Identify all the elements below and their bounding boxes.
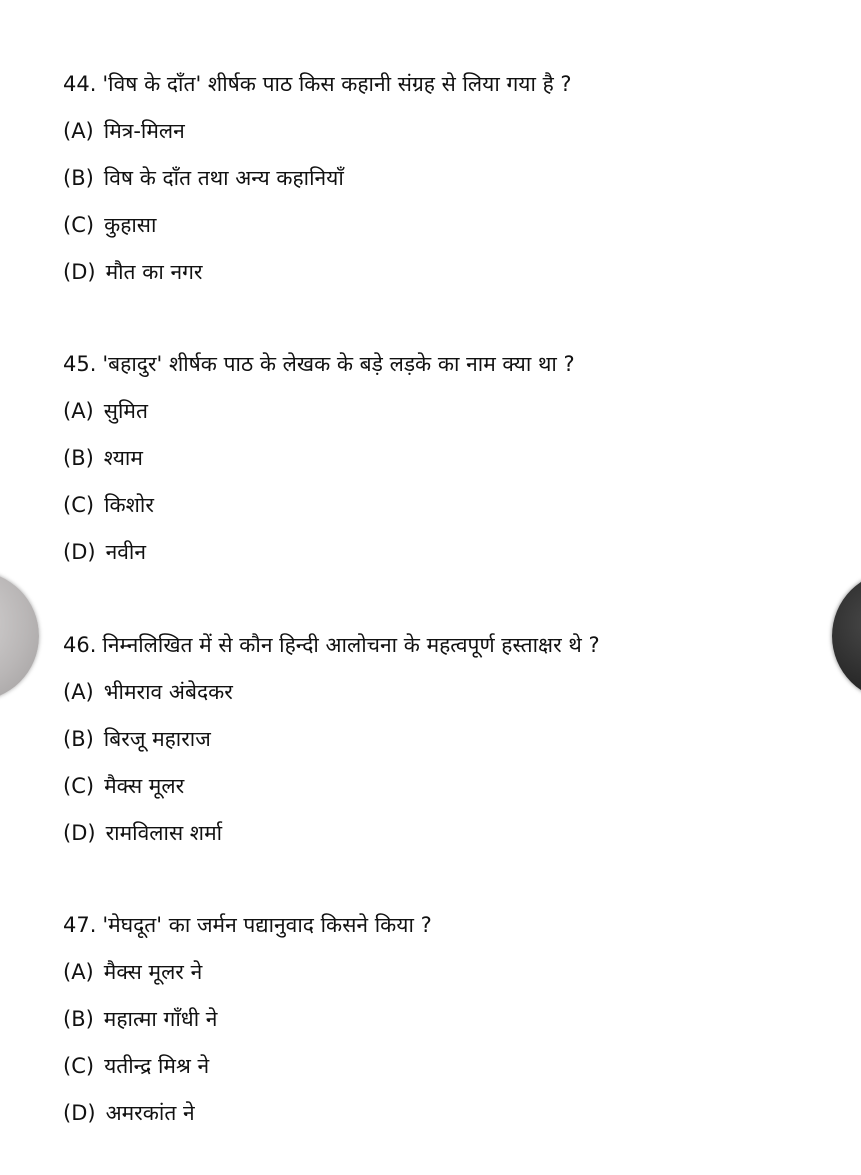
option-letter: (B) bbox=[63, 1007, 94, 1031]
option-letter: (B) bbox=[63, 166, 94, 190]
question-text bbox=[63, 630, 823, 660]
option-text: मित्र-मिलन bbox=[103, 119, 185, 143]
question-stem: निम्नलिखित में से कौन हिन्दी आलोचना के महत्वपूर्ण हस्ताक्षर थे ? bbox=[102, 633, 600, 657]
question-number: 46. bbox=[63, 633, 97, 657]
option-letter: (A) bbox=[63, 960, 94, 984]
option-text: बिरजू महाराज bbox=[103, 727, 211, 751]
question-text bbox=[63, 910, 823, 940]
option-text: श्याम bbox=[103, 446, 143, 470]
option-c[interactable] bbox=[63, 210, 823, 240]
question-text bbox=[63, 69, 823, 99]
option-text: मैक्स मूलर bbox=[104, 774, 185, 798]
option-letter: (A) bbox=[63, 119, 94, 143]
question-44 bbox=[63, 69, 823, 287]
option-text: महात्मा गाँधी ने bbox=[103, 1007, 218, 1031]
question-number: 44. bbox=[63, 72, 97, 96]
option-b[interactable] bbox=[63, 163, 823, 193]
option-letter: (B) bbox=[63, 446, 94, 470]
option-letter: (C) bbox=[63, 213, 95, 237]
option-text: विष के दाँत तथा अन्य कहानियाँ bbox=[103, 166, 344, 190]
option-d[interactable] bbox=[63, 818, 823, 848]
option-letter: (D) bbox=[63, 821, 96, 845]
question-45 bbox=[63, 349, 823, 567]
previous-page-button[interactable] bbox=[0, 571, 39, 701]
option-text: मौत का नगर bbox=[105, 260, 203, 284]
question-number: 45. bbox=[63, 352, 97, 376]
option-letter: (D) bbox=[63, 260, 96, 284]
option-b[interactable] bbox=[63, 443, 823, 473]
option-b[interactable] bbox=[63, 1004, 823, 1034]
option-c[interactable] bbox=[63, 771, 823, 801]
option-text: यतीन्द्र मिश्र ने bbox=[104, 1054, 210, 1078]
question-stem: 'बहादुर' शीर्षक पाठ के लेखक के बड़े लड़के का नाम क्या था ? bbox=[102, 352, 575, 376]
option-letter: (D) bbox=[63, 1101, 96, 1125]
question-number: 47. bbox=[63, 913, 97, 937]
question-46 bbox=[63, 630, 823, 848]
option-a[interactable] bbox=[63, 677, 823, 707]
option-d[interactable] bbox=[63, 257, 823, 287]
option-a[interactable] bbox=[63, 396, 823, 426]
option-letter: (B) bbox=[63, 727, 94, 751]
question-stem: 'मेघदूत' का जर्मन पद्यानुवाद किसने किया ? bbox=[102, 913, 432, 937]
option-text: मैक्स मूलर ने bbox=[103, 960, 203, 984]
option-letter: (D) bbox=[63, 540, 96, 564]
option-c[interactable] bbox=[63, 1051, 823, 1081]
option-b[interactable] bbox=[63, 724, 823, 754]
option-text: अमरकांत ने bbox=[105, 1101, 195, 1125]
question-47 bbox=[63, 910, 823, 1128]
option-letter: (A) bbox=[63, 680, 94, 704]
option-text: नवीन bbox=[105, 540, 146, 564]
question-stem: 'विष के दाँत' शीर्षक पाठ किस कहानी संग्रह से लिया गया है ? bbox=[102, 72, 572, 96]
option-c[interactable] bbox=[63, 490, 823, 520]
option-text: रामविलास शर्मा bbox=[105, 821, 223, 845]
option-d[interactable] bbox=[63, 1098, 823, 1128]
option-letter: (C) bbox=[63, 1054, 95, 1078]
next-page-button[interactable] bbox=[832, 571, 861, 701]
option-letter: (C) bbox=[63, 774, 95, 798]
option-d[interactable] bbox=[63, 537, 823, 567]
option-a[interactable] bbox=[63, 116, 823, 146]
option-text: कुहासा bbox=[104, 213, 157, 237]
question-text bbox=[63, 349, 823, 379]
option-text: सुमित bbox=[103, 399, 148, 423]
option-text: किशोर bbox=[104, 493, 154, 517]
option-a[interactable] bbox=[63, 957, 823, 987]
option-letter: (A) bbox=[63, 399, 94, 423]
option-text: भीमराव अंबेदकर bbox=[103, 680, 233, 704]
option-letter: (C) bbox=[63, 493, 95, 517]
